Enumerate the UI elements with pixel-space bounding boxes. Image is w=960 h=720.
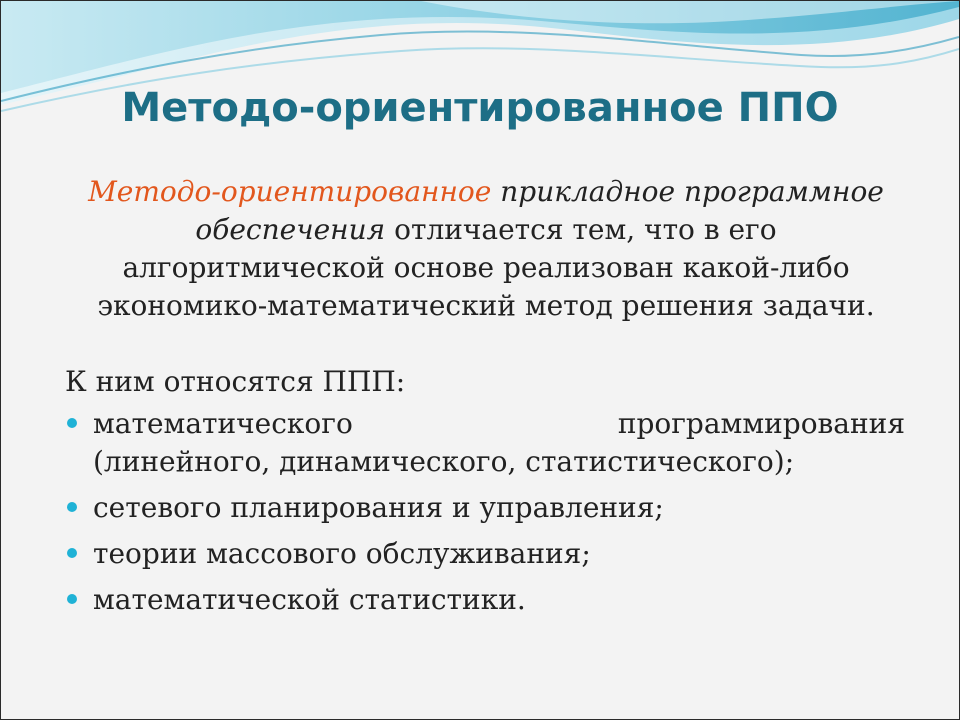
list-item xyxy=(61,535,911,573)
bullet-icon xyxy=(67,548,77,558)
definition-paragraph xyxy=(61,173,911,325)
definition-term: Методо-ориентированное xyxy=(88,175,492,208)
justified-line xyxy=(93,405,905,443)
bullet-rest: (линейного, динамического, статистического); xyxy=(93,445,795,478)
bullet-second-word: программирования xyxy=(617,407,905,440)
bullet-icon xyxy=(67,502,77,512)
intro-text: К ним относятся ППП: xyxy=(65,365,406,398)
list-item xyxy=(61,581,911,619)
list-item xyxy=(61,405,911,481)
definition-italic: прикладное программное обеспечения xyxy=(195,175,884,246)
bullet-icon xyxy=(67,418,77,428)
bullet-text: сетевого планирования и управления; xyxy=(93,491,664,524)
bullet-text: математической статистики. xyxy=(93,583,526,616)
list-item xyxy=(61,489,911,527)
bullet-text: теории массового обслуживания; xyxy=(93,537,591,570)
definition-text: отличается тем, что в его алгоритмической основе реализован какой-либо экономико-математический метод решения задачи. xyxy=(97,213,875,322)
slide-title: Методо-ориентированное ППО xyxy=(121,85,839,131)
bullet-first-word: математического xyxy=(93,407,353,440)
bullet-icon xyxy=(67,594,77,604)
bullet-list xyxy=(61,405,911,627)
